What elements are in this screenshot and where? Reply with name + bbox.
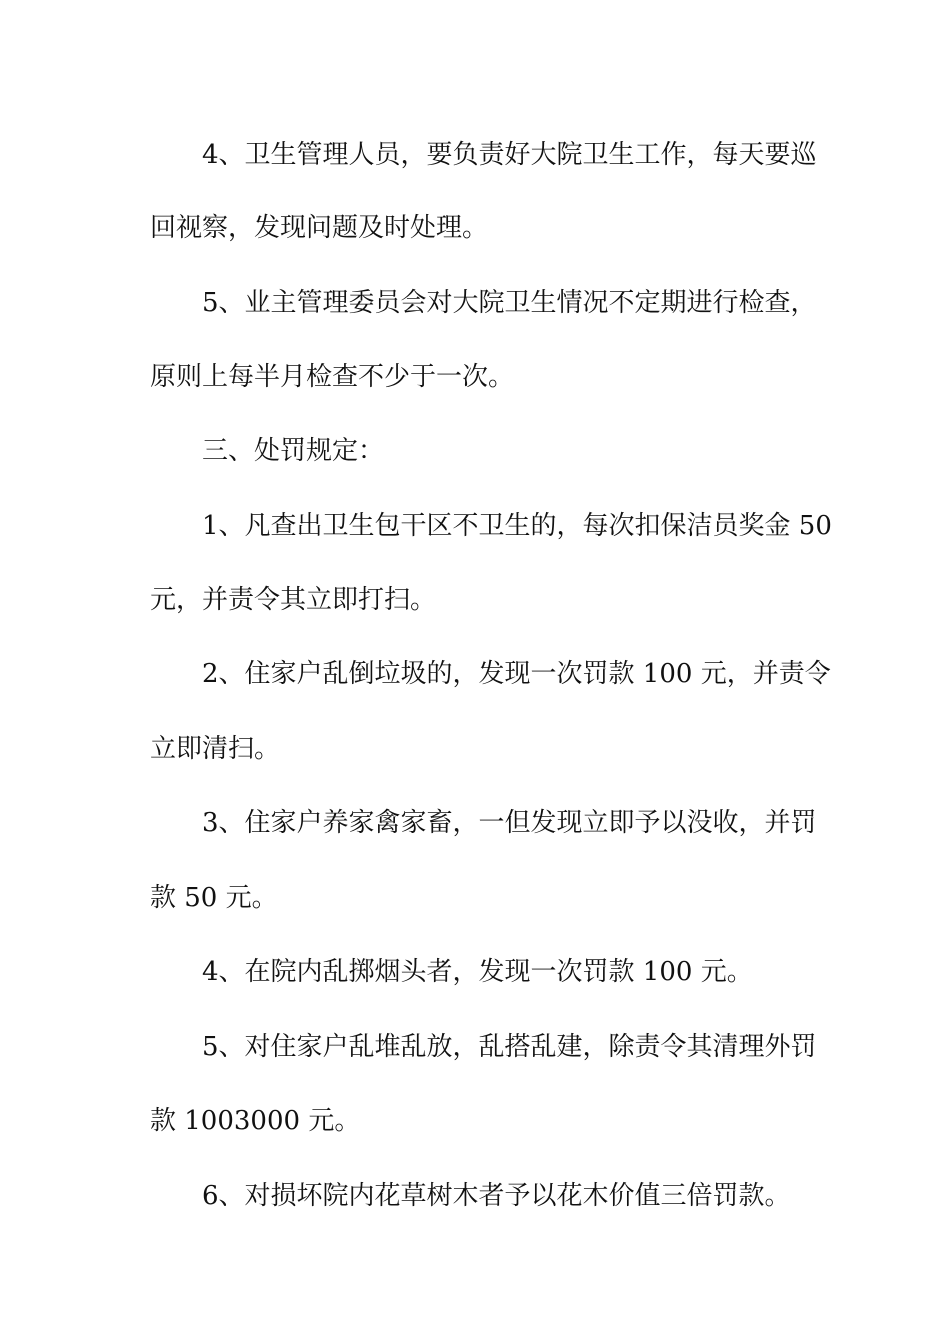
section-heading: 三、处罚规定： (202, 436, 385, 466)
paragraph-line: 元，并责令其立即打扫。 (150, 585, 437, 615)
paragraph-line: 4、卫生管理人员，要负责好大院卫生工作，每天要巡 (202, 140, 817, 170)
paragraph-line: 3、住家户养家禽家畜，一但发现立即予以没收，并罚 (202, 808, 817, 838)
paragraph-line: 原则上每半月检查不少于一次。 (150, 362, 515, 392)
paragraph-line: 1、凡查出卫生包干区不卫生的，每次扣保洁员奖金 50 (202, 511, 832, 541)
paragraph-line: 款 1003000 元。 (150, 1106, 361, 1136)
paragraph-line: 5、对住家户乱堆乱放，乱搭乱建，除责令其清理外罚 (202, 1032, 817, 1062)
paragraph-line: 4、在院内乱掷烟头者，发现一次罚款 100 元。 (202, 957, 753, 987)
paragraph-line: 2、住家户乱倒垃圾的，发现一次罚款 100 元，并责令 (202, 659, 831, 689)
paragraph-line: 6、对损坏院内花草树木者予以花木价值三倍罚款。 (202, 1181, 791, 1211)
paragraph-line: 款 50 元。 (150, 883, 278, 913)
paragraph-line: 5、业主管理委员会对大院卫生情况不定期进行检查， (202, 288, 817, 318)
paragraph-line: 立即清扫。 (150, 734, 281, 764)
paragraph-line: 回视察，发现问题及时处理。 (150, 213, 489, 243)
